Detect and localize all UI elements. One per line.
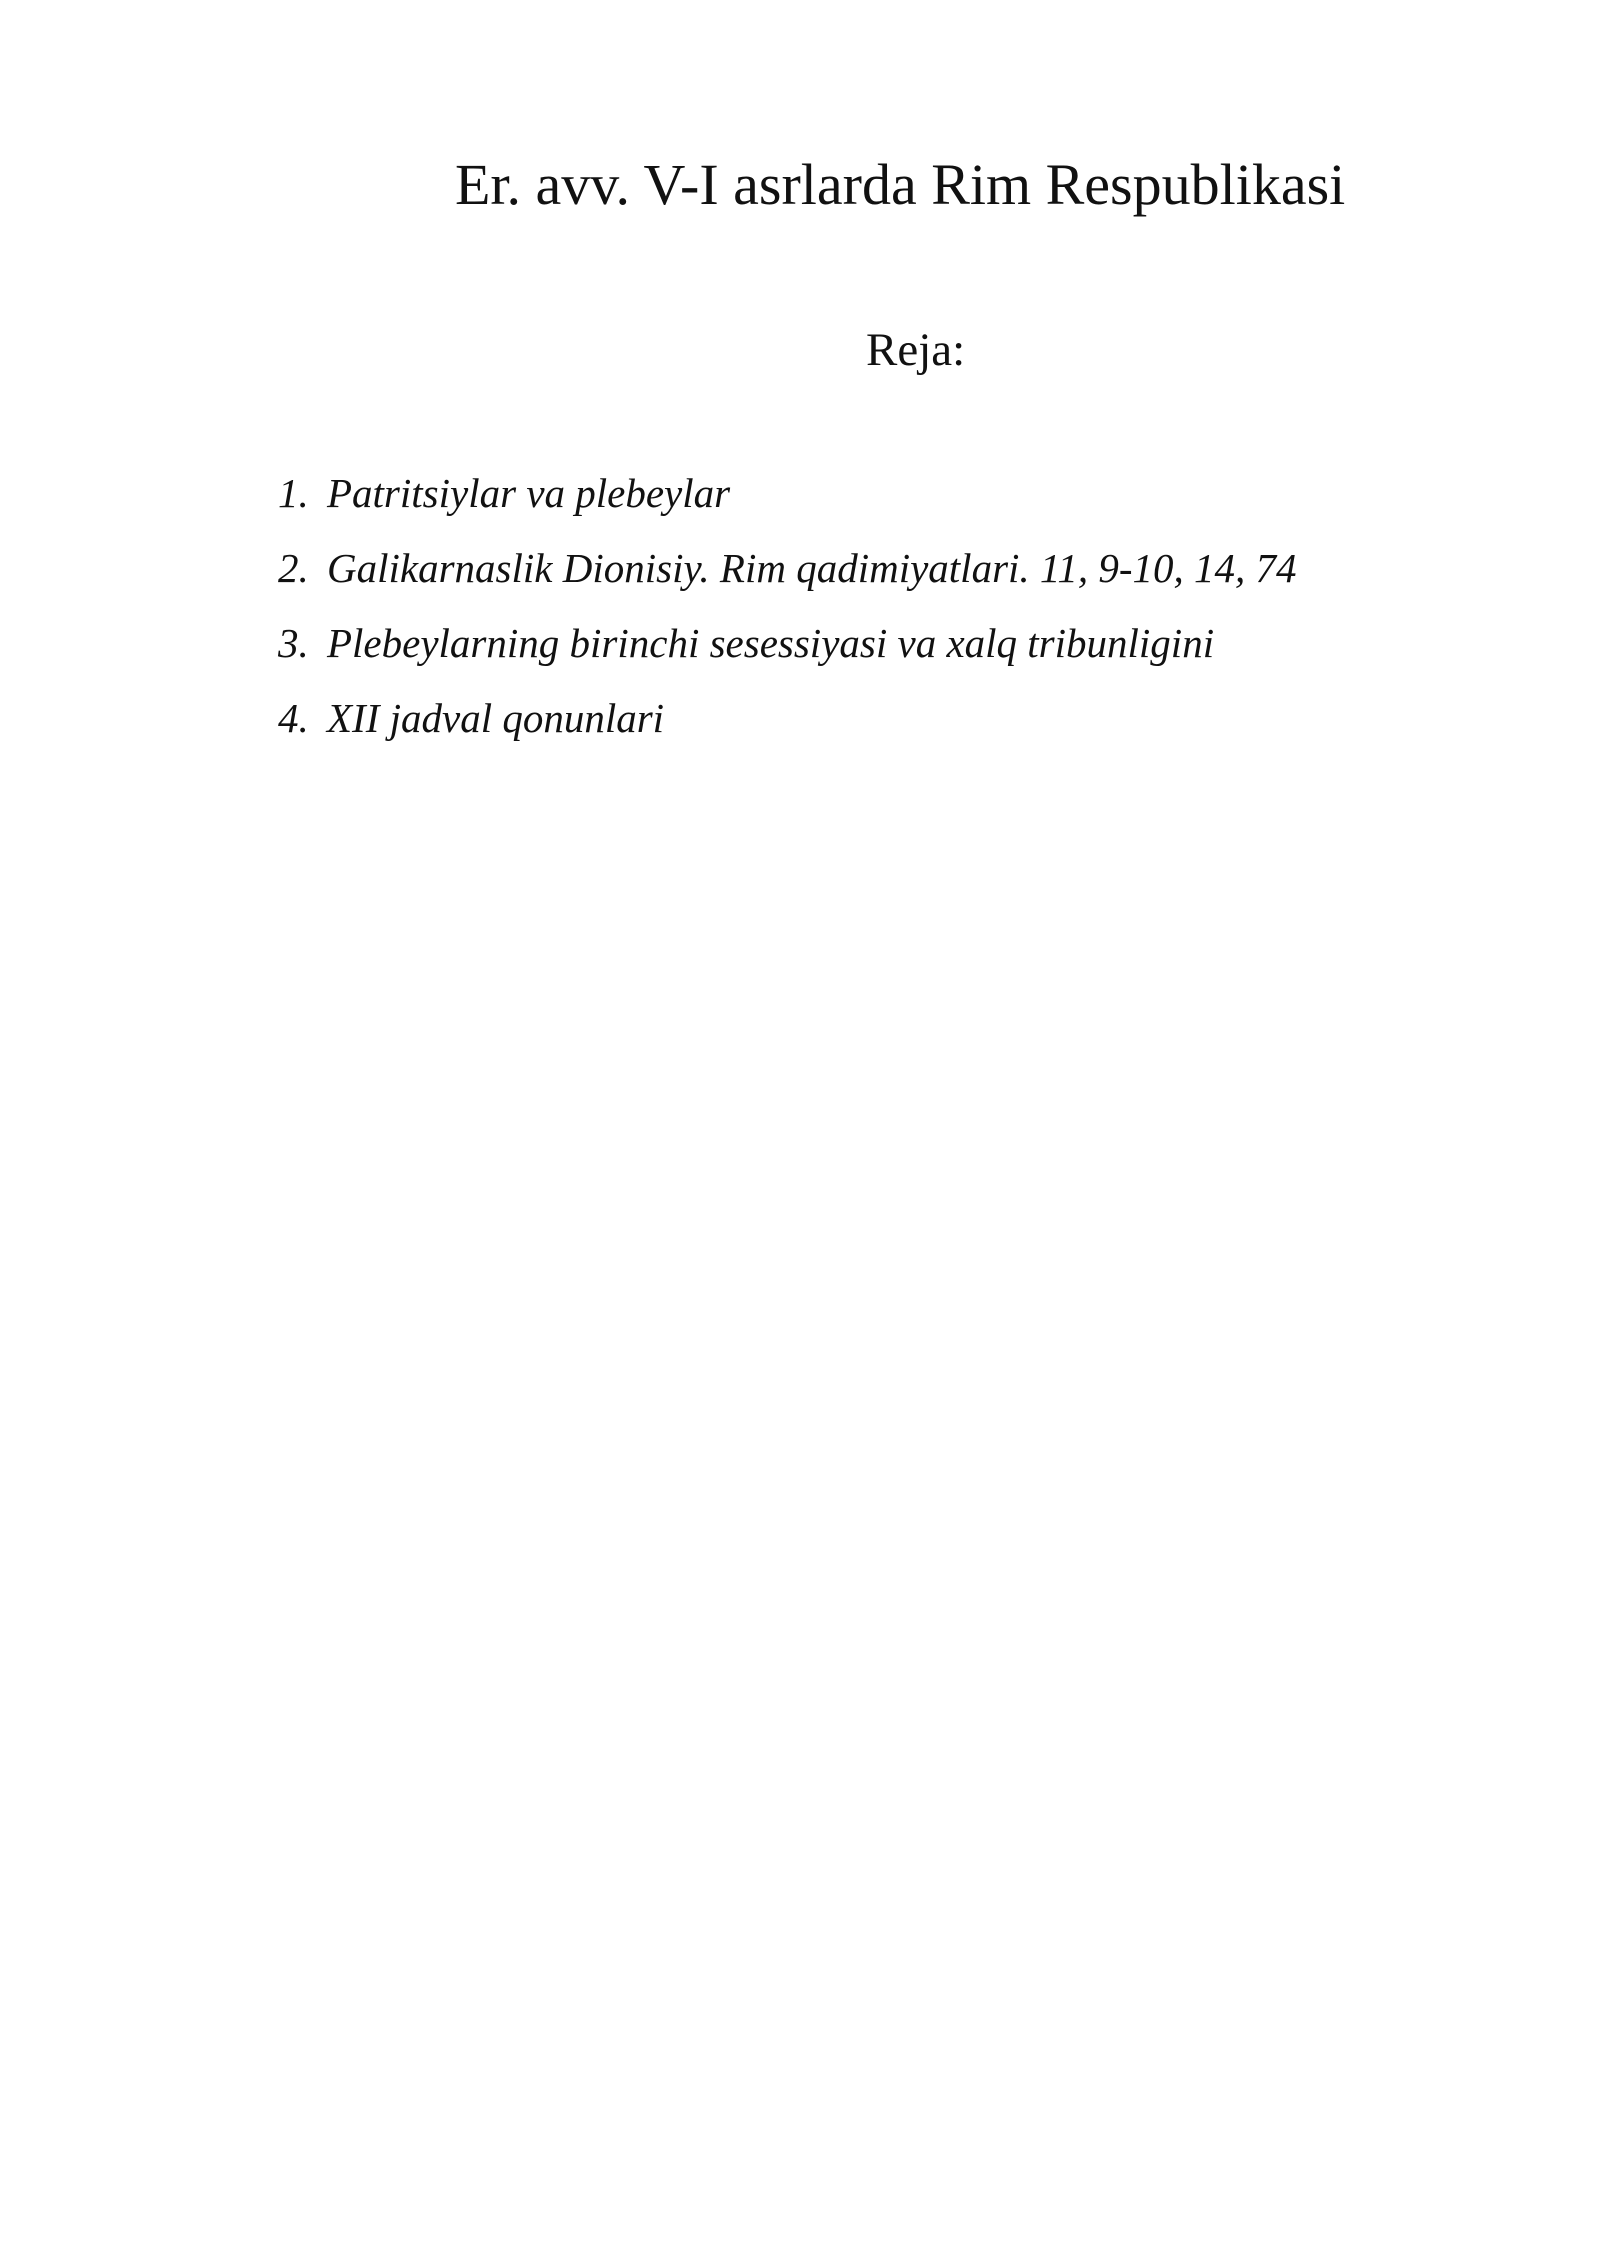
plan-item-number: 3. <box>278 620 309 666</box>
plan-item <box>278 618 1297 668</box>
plan-item-text: Plebeylarning birinchi sesessiyasi va xalq tribunligini <box>327 620 1215 666</box>
plan-item-number: 2. <box>278 545 309 591</box>
plan-item <box>278 468 1297 518</box>
plan-item-text: Galikarnaslik Dionisiy. Rim qadimiyatlari. 11, 9-10, 14, 74 <box>327 545 1297 591</box>
plan-item-number: 4. <box>278 695 309 741</box>
plan-item <box>278 543 1297 593</box>
document-title: Er. avv. V-I asrlarda Rim Respublikasi <box>455 152 1346 217</box>
plan-item-text: Patritsiylar va plebeylar <box>327 470 731 516</box>
plan-heading: Reja: <box>866 324 966 376</box>
plan-item-number: 1. <box>278 470 309 516</box>
plan-item-text: XII jadval qonunlari <box>327 695 665 741</box>
plan-list <box>278 468 1297 768</box>
plan-item <box>278 693 1297 743</box>
